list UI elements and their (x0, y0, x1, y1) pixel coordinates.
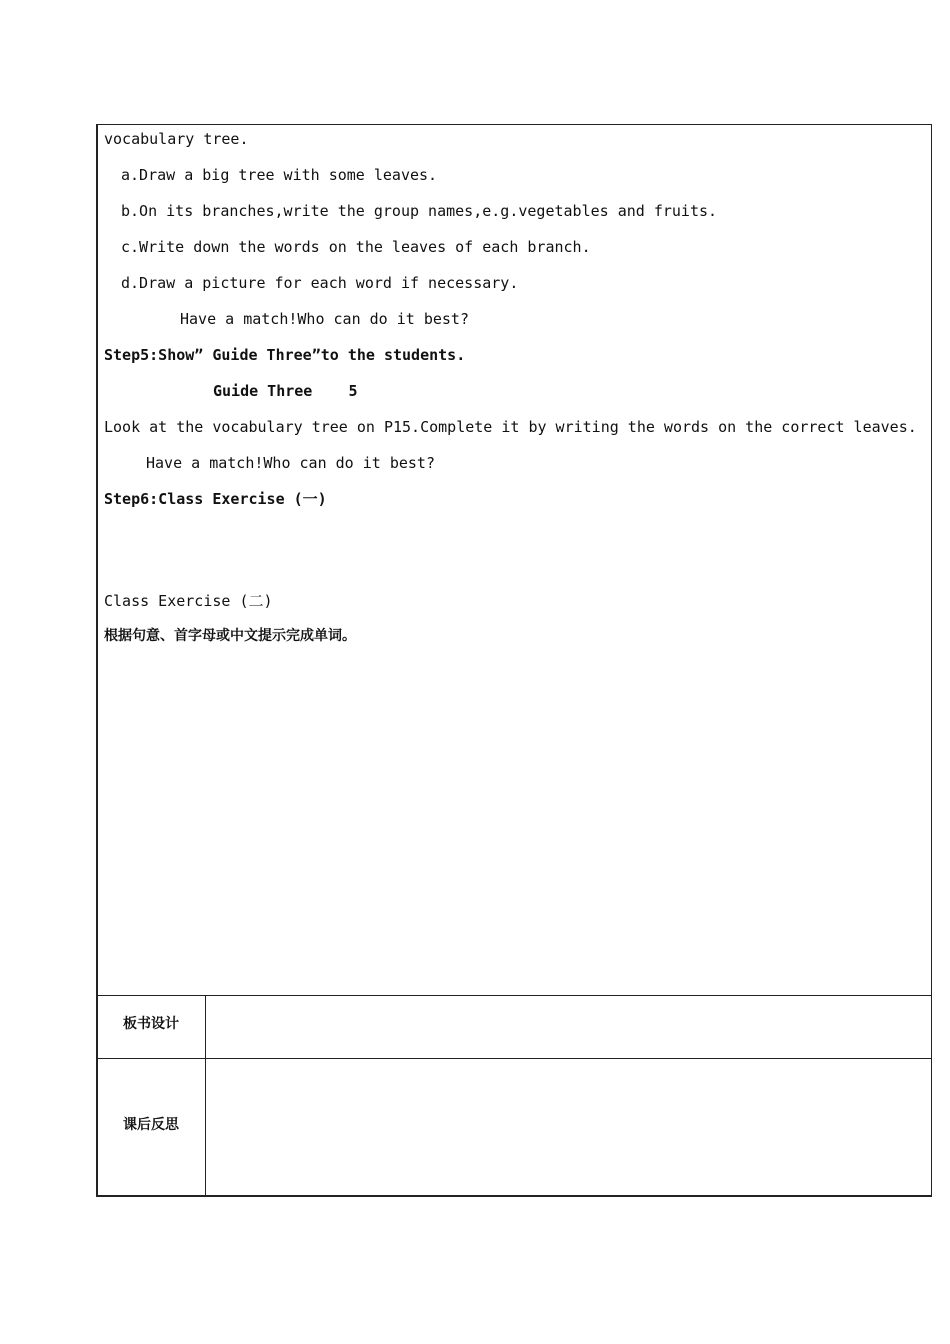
step5-heading: Step5:Showˮ Guide Threeˮto the students. (104, 346, 466, 364)
text-line-step-b: b.On its branches,write the group names,e.g.vegetables and fruits. (121, 202, 718, 220)
reflection-label: 课后反思 (123, 1117, 179, 1133)
class-exercise-two-heading: Class Exercise (二) (104, 592, 273, 610)
text-line-step-d: d.Draw a picture for each word if necessary. (121, 274, 519, 292)
text-line-look-at-tree: Look at the vocabulary tree on P15.Complete it by writing the words on the correct leaves. (104, 418, 917, 436)
text-line-match-2: Have a match!Who can do it best? (146, 454, 435, 472)
text-line-match-1: Have a match!Who can do it best? (180, 310, 469, 328)
board-design-cell[interactable] (206, 996, 931, 1058)
text-line-step-c: c.Write down the words on the leaves of each branch. (121, 238, 591, 256)
exercise-instruction: 根据句意、首字母或中文提示完成单词。 (104, 628, 356, 644)
guide-three-heading: Guide Three 5 (213, 382, 358, 400)
board-design-label: 板书设计 (123, 1016, 179, 1032)
step6-heading: Step6:Class Exercise (一) (104, 490, 327, 508)
reflection-cell[interactable] (206, 1059, 931, 1195)
text-line-step-a: a.Draw a big tree with some leaves. (121, 166, 438, 184)
text-line-vocabulary-tree: vocabulary tree. (104, 130, 249, 148)
